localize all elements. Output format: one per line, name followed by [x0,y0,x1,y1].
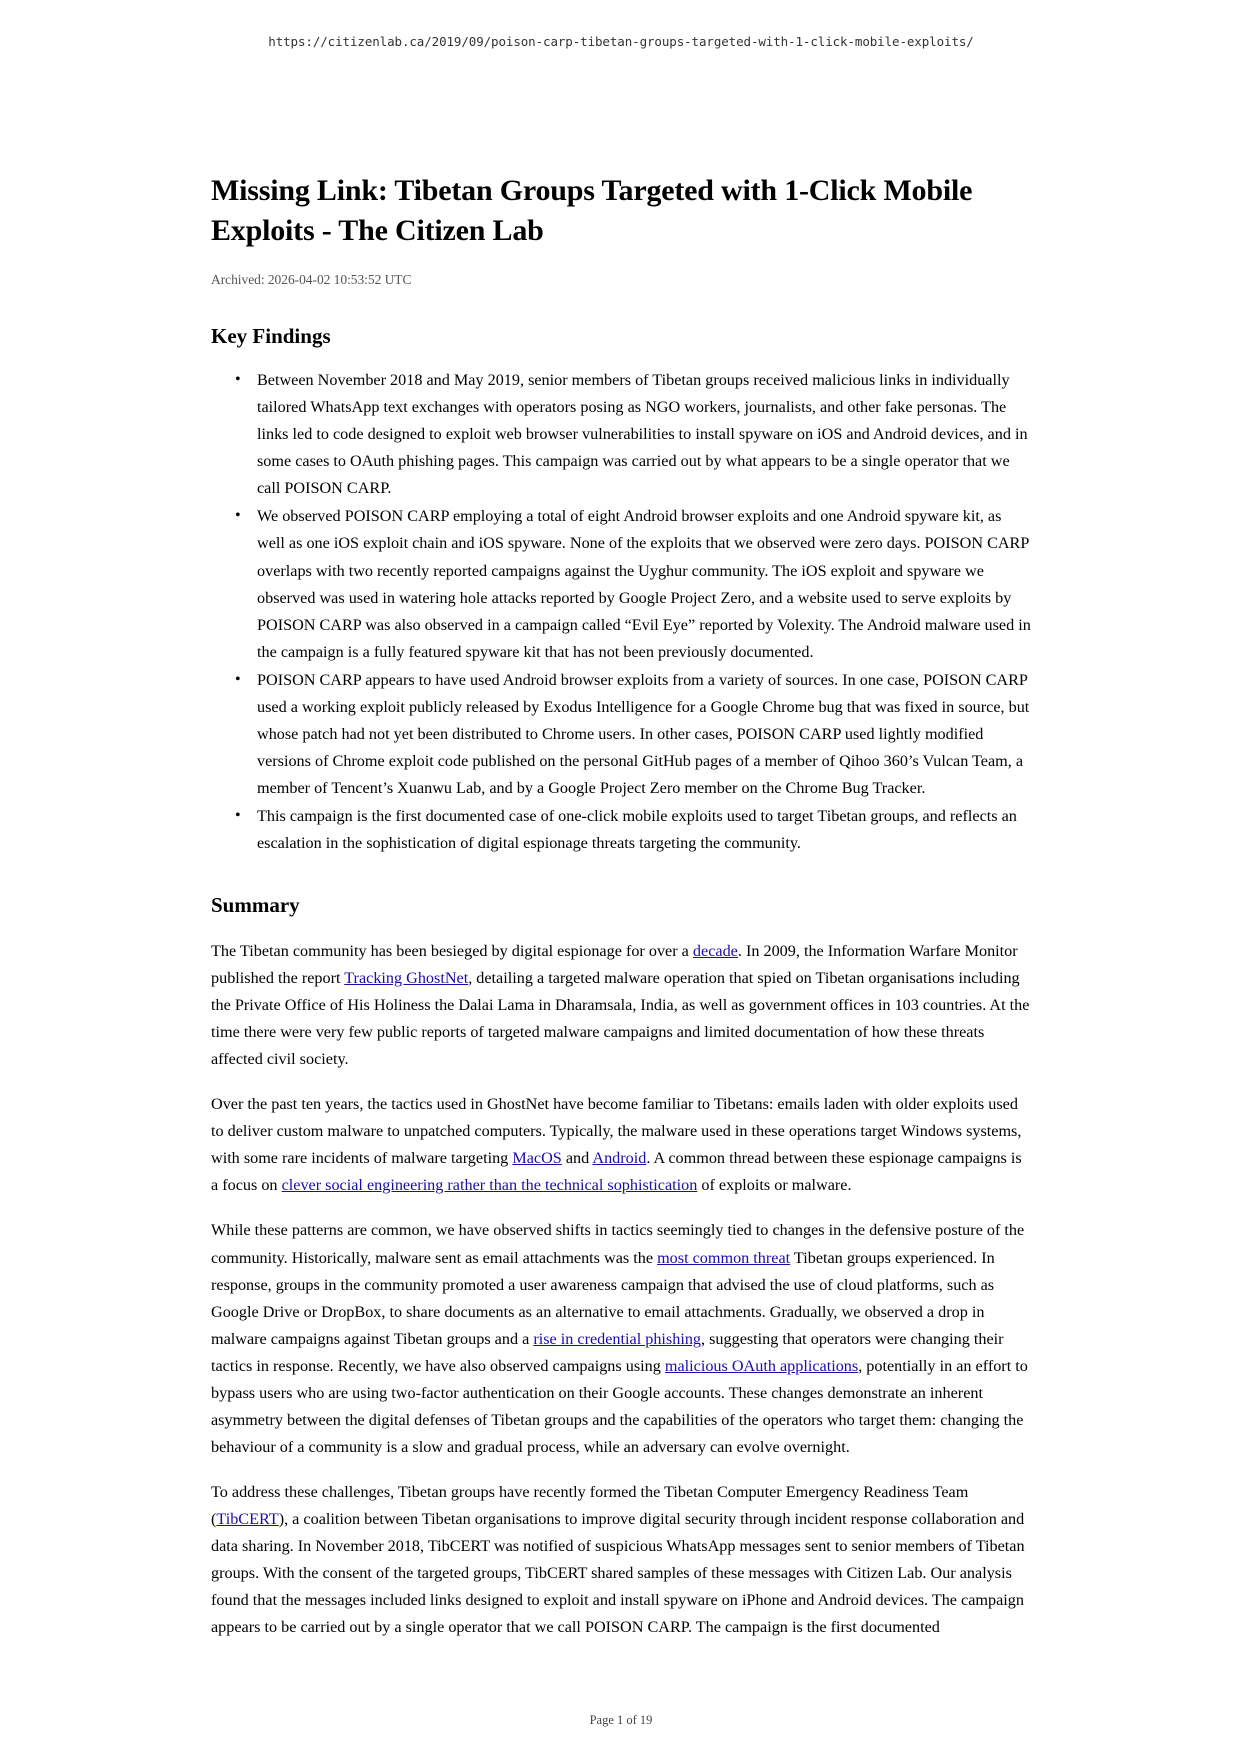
link-tracking-ghostnet[interactable]: Tracking GhostNet [344,969,469,988]
text-run: To address these challenges, Tibetan groups have recently formed the Tibetan Computer Emergency Readiness Team ( [211,1482,969,1528]
key-findings-list [211,367,1031,857]
link-decade[interactable]: decade [692,942,738,961]
link-credential-phishing[interactable]: rise in credential phishing [533,1329,702,1348]
link-android[interactable]: Android [592,1149,647,1168]
page-number: Page 1 of 19 [589,1713,653,1727]
source-url: https://citizenlab.ca/2019/09/poison-carp-tibetan-groups-targeted-with-1-click-mobile-exploits/ [268,34,974,49]
text-run: Tibetan groups experienced. In response, groups in the community promoted a user awareness campaign that advised the use of cloud platforms, such as Google Drive or DropBox, to share documents as an alternative to email attachments. Gradually, we observed a drop in malware campaigns against Tibetan groups and a [211,1248,995,1348]
text-run: . A common thread between these espionage campaigns is a focus on [211,1149,1022,1195]
list-item: • We observed POISON CARP employing a total of eight Android browser exploits and one Android spyware kit, as well as one iOS exploit chain and iOS spyware. None of the exploits that we observed were zero days. POISON CARP overlaps with two recently reported campaigns against the Uyghur community. The iOS exploit and spyware we observed was used in watering hole attacks reported by Google Project Zero, and a website used to serve exploits by POISON CARP was also observed in a campaign called “Evil Eye” reported by Volexity. The Android malware used in the campaign is a fully featured spyware kit that has not been previously documented. [257,503,1031,665]
page-title: Missing Link: Tibetan Groups Targeted with 1-Click Mobile Exploits - The Citizen Lab [211,174,973,247]
link-macos[interactable]: MacOS [512,1149,562,1168]
text-run: , detailing a targeted malware operation that spied on Tibetan organisations including the Private Office of His Holiness the Dalai Lama in Dharamsala, India, as well as government offices in 103 countries. At the time there were very few public reports of targeted malware campaigns and limited documentation of how these threats affected civil society. [211,969,1030,1069]
page-footer [0,1713,1242,1728]
summary-paragraph-1 [211,938,1031,1073]
text-run: The Tibetan community has been besieged by digital espionage for over a [211,942,693,961]
archived-timestamp: Archived: 2026-04-02 10:53:52 UTC [211,272,412,288]
list-item: • This campaign is the first documented case of one-click mobile exploits used to target Tibetan groups, and reflects an escalation in the sophistication of digital espionage threats targeting the community. [257,803,1031,857]
text-run: . In 2009, the Information Warfare Monitor published the report [211,942,1018,988]
text-run: and [561,1149,593,1168]
summary-paragraph-3 [211,1217,1031,1460]
text-run: ), a coalition between Tibetan organisations to improve digital security through incident response collaboration and data sharing. In November 2018, TibCERT was notified of suspicious WhatsApp messages sent to senior members of Tibetan groups. With the consent of the targeted groups, TibCERT shared samples of these messages with Citizen Lab. Our analysis found that the messages included links designed to exploit and install spyware on iPhone and Android devices. The campaign appears to be carried out by a single operator that we call POISON CARP. The campaign is the first documented [211,1509,1025,1637]
text-run: While these patterns are common, we have observed shifts in tactics seemingly tied to changes in the defensive posture of the community. Historically, malware sent as email attachments was the [211,1221,1025,1267]
list-item: • POISON CARP appears to have used Android browser exploits from a variety of sources. In one case, POISON CARP used a working exploit publicly released by Exodus Intelligence for a Google Chrome bug that was fixed in source, but whose patch had not yet been distributed to Chrome users. In other cases, POISON CARP used lightly modified versions of Chrome exploit code published on the personal GitHub pages of a member of Qihoo 360’s Vulcan Team, a member of Tencent’s Xuanwu Lab, and by a Google Project Zero member on the Chrome Bug Tracker. [257,667,1031,802]
section-heading-key-findings: Key Findings [211,324,331,349]
link-social-engineering[interactable]: clever social engineering rather than the technical sophistication [281,1176,698,1195]
text-run: , potentially in an effort to bypass users who are using two-factor authentication on their Google accounts. These changes demonstrate an inherent asymmetry between the digital defenses of Tibetan groups and the capabilities of the operators who target them: changing the behaviour of a community is a slow and gradual process, while an adversary can evolve overnight. [211,1356,1028,1456]
text-run: Over the past ten years, the tactics used in GhostNet have become familiar to Tibetans: emails laden with older exploits used to deliver custom malware to unpatched computers. Typically, the malware used in these operations target Windows systems, with some rare incidents of malware targeting [211,1095,1022,1168]
document-content [211,49,1031,1641]
summary-paragraph-2 [211,1091,1031,1199]
link-most-common-threat[interactable]: most common threat [657,1248,791,1267]
text-run: , suggesting that operators were changing their tactics in response. Recently, we have also observed campaigns using [211,1329,1004,1375]
text-run: of exploits or malware. [697,1176,852,1195]
list-item: • Between November 2018 and May 2019, senior members of Tibetan groups received malicious links in individually tailored WhatsApp text exchanges with operators posing as NGO workers, journalists, and other fake personas. The links led to code designed to exploit web browser vulnerabilities to install spyware on iOS and Android devices, and in some cases to OAuth phishing pages. This campaign was carried out by what appears to be a single operator that we call POISON CARP. [257,367,1031,502]
link-malicious-oauth-applications[interactable]: malicious OAuth applications [664,1356,859,1375]
link-tibcert[interactable]: TibCERT [216,1509,279,1528]
summary-paragraph-4 [211,1479,1031,1641]
section-heading-summary: Summary [211,893,300,918]
